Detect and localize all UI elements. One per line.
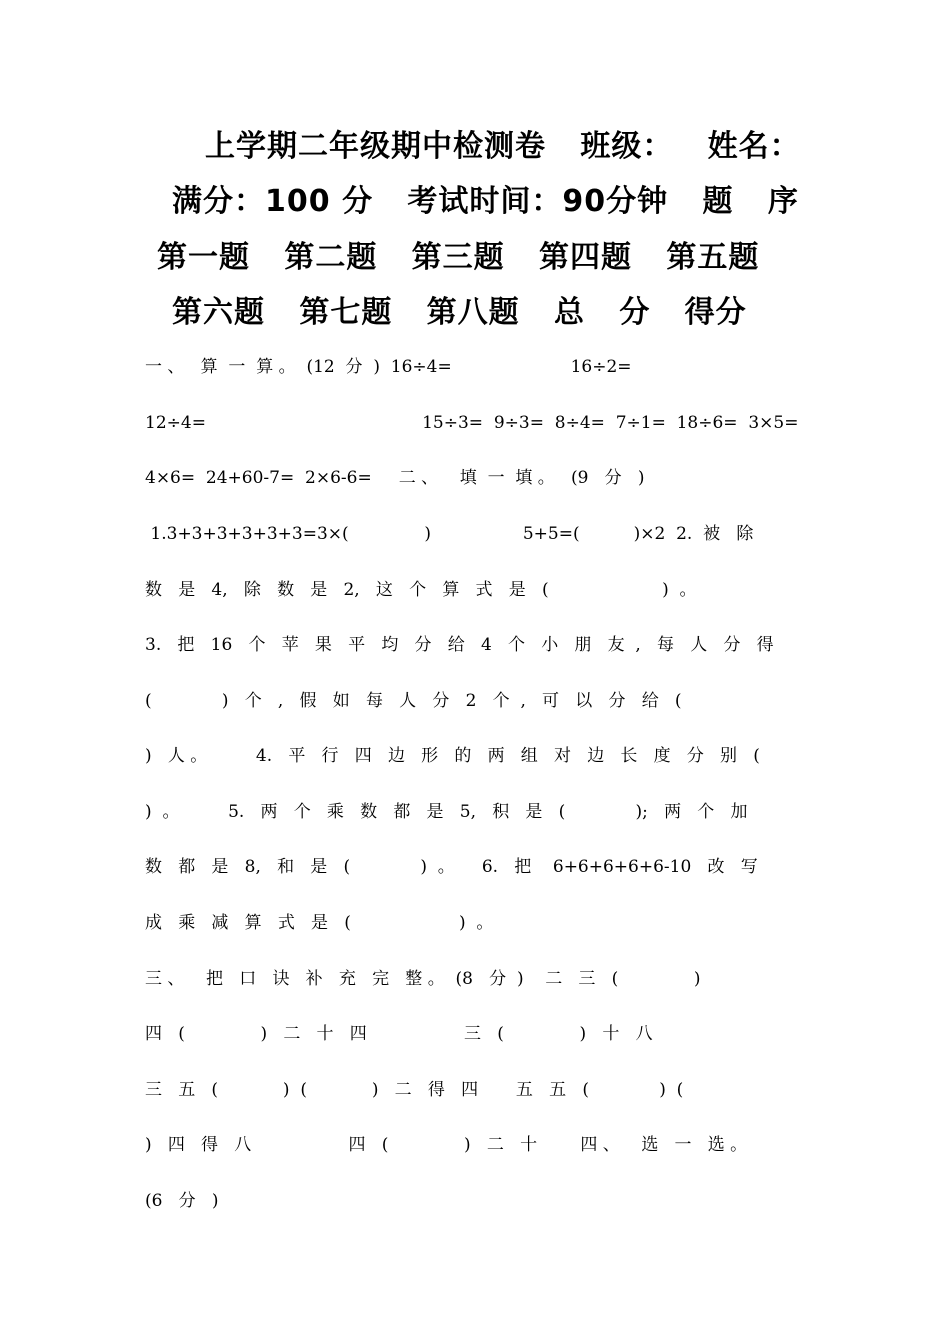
body-line: 三 、 把 口 诀 补 充 完 整 。 (8 分 ) 二 三 ( ) bbox=[145, 969, 701, 989]
body-line: 数 是 4, 除 数 是 2, 这 个 算 式 是 ( ) 。 bbox=[145, 580, 697, 600]
body-line: 12÷4= 15÷3= 9÷3= 8÷4= 7÷1= 18÷6= 3×5= bbox=[145, 413, 799, 433]
body-line: 3. 把 16 个 苹 果 平 均 分 给 4 个 小 朋 友 , 每 人 分 得 bbox=[145, 635, 774, 655]
score-time-line: 满分：100 分 考试时间：90分钟 题 序 bbox=[172, 184, 799, 219]
body-line: (6 分 ) bbox=[145, 1191, 219, 1211]
body-line: 成 乘 减 算 式 是 ( ) 。 bbox=[145, 913, 494, 933]
body-line: ( ) 个 , 假 如 每 人 分 2 个 , 可 以 分 给 ( bbox=[145, 691, 682, 711]
body-line: 1.3+3+3+3+3+3=3×( ) 5+5=( )×2 2. 被 除 bbox=[145, 524, 754, 544]
body-line: 三 五 ( ) ( ) 二 得 四 五 五 ( ) ( bbox=[145, 1080, 684, 1100]
body-line: 数 都 是 8, 和 是 ( ) 。 6. 把 6+6+6+6+6-10 改 写 bbox=[145, 857, 758, 877]
question-order-line-2: 第六题 第七题 第八题 总 分 得分 bbox=[172, 295, 747, 330]
body-line: 4×6= 24+60-7= 2×6-6= 二 、 填 一 填 。 (9 分 ) bbox=[145, 468, 645, 488]
body-line: ) 四 得 八 四 ( ) 二 十 四 、 选 一 选 。 bbox=[145, 1135, 748, 1155]
body-line: 一 、 算 一 算 。 (12 分 ) 16÷4= 16÷2= bbox=[145, 357, 632, 377]
body-line: ) 人 。 4. 平 行 四 边 形 的 两 组 对 边 长 度 分 别 ( bbox=[145, 746, 760, 766]
question-order-line-1: 第一题 第二题 第三题 第四题 第五题 bbox=[157, 240, 760, 275]
body-line: 四 ( ) 二 十 四 三 ( ) 十 八 bbox=[145, 1024, 653, 1044]
body-line: ) 。 5. 两 个 乘 数 都 是 5, 积 是 ( ); 两 个 加 bbox=[145, 802, 748, 822]
title-line: 上学期二年级期中检测卷 班级： 姓名： bbox=[205, 129, 801, 164]
